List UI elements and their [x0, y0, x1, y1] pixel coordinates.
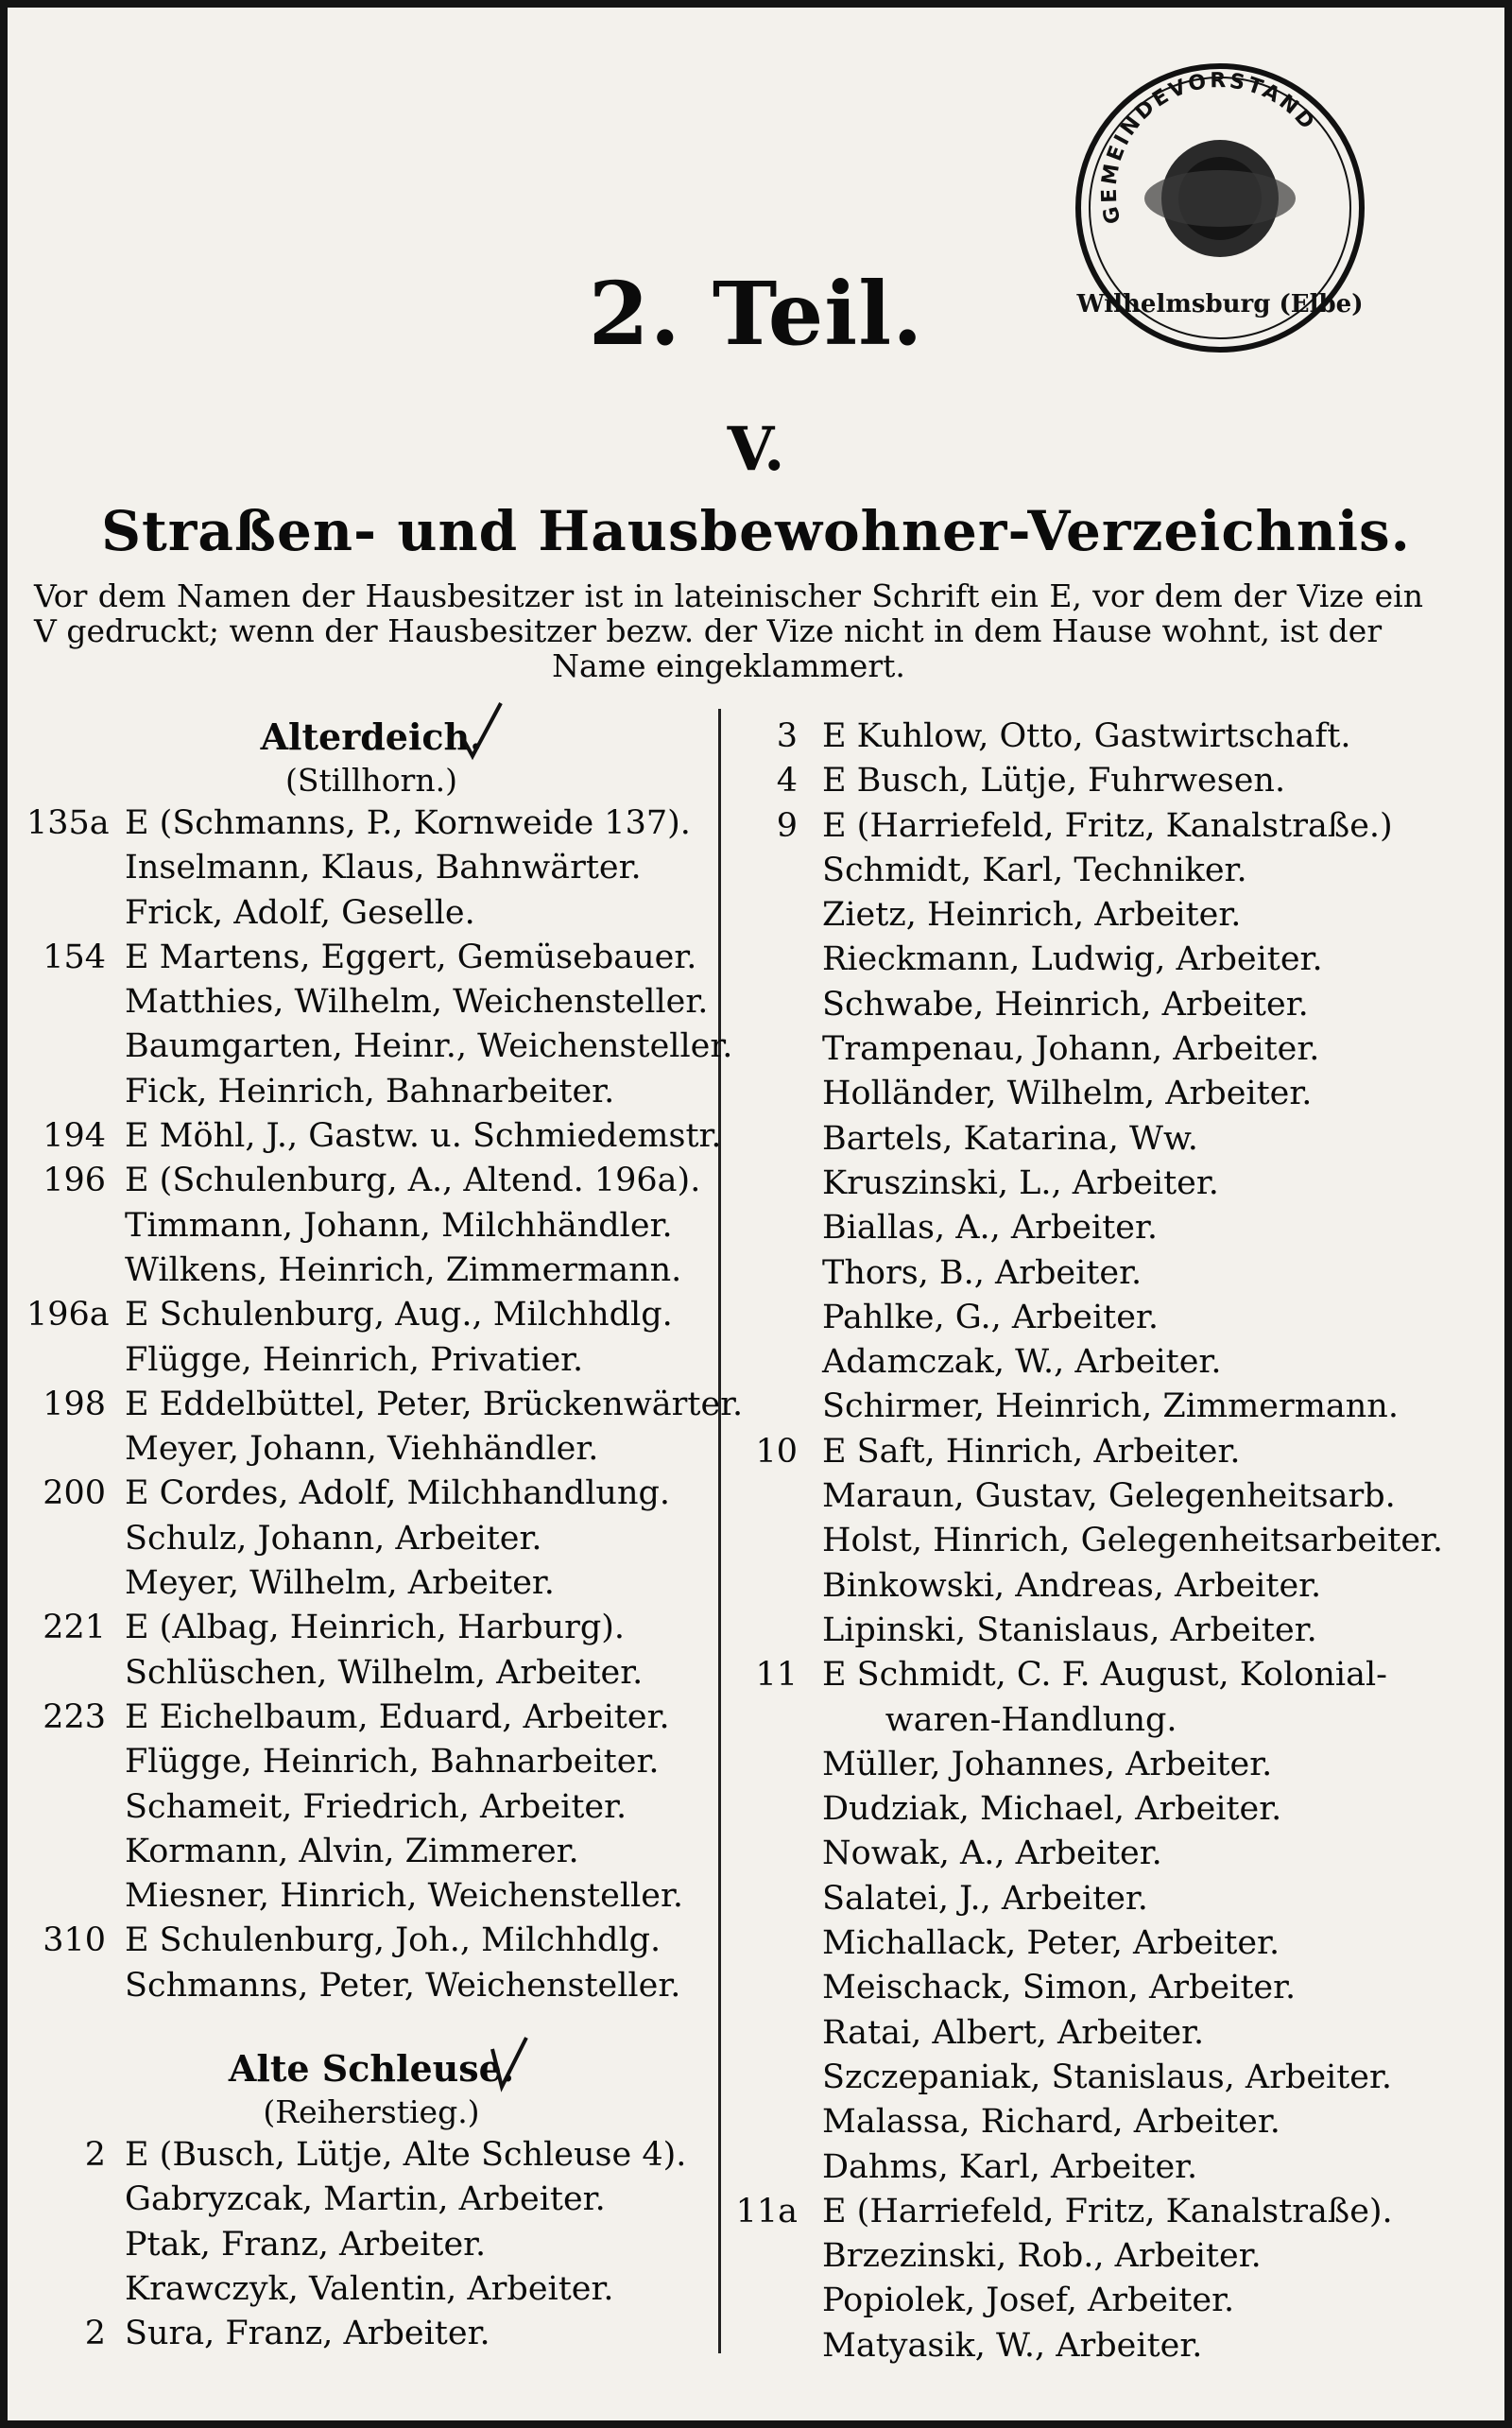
- street-district: (Reiherstieg.): [263, 2093, 480, 2131]
- resident-entry: Fick, Heinrich, Bahnarbeiter.: [125, 1072, 615, 1111]
- house-number: 200: [43, 1474, 106, 1513]
- directory-entry: [26, 936, 716, 980]
- resident-entry: Maraun, Gustav, Gelegenheitsarb.: [822, 1477, 1396, 1516]
- checkmark-icon: [485, 2030, 532, 2096]
- resident-entry: E (Schulenburg, A., Altend. 196a).: [125, 1162, 701, 1200]
- resident-entry: Brzezinski, Rob., Arbeiter.: [822, 2237, 1262, 2276]
- resident-entry: Malassa, Richard, Arbeiter.: [822, 2103, 1280, 2142]
- house-number: 221: [43, 1609, 106, 1647]
- directory-entry: [735, 1027, 1501, 1072]
- resident-entry: E Schulenburg, Aug., Milchhdlg.: [125, 1296, 673, 1335]
- checkmark-icon: [452, 697, 508, 764]
- directory-entry: [735, 1653, 1501, 1697]
- directory-entry: [26, 2133, 716, 2178]
- left-column: [26, 715, 744, 2357]
- directory-entry: [26, 1472, 716, 1516]
- house-number: 2: [84, 2136, 106, 2175]
- resident-entry: Popiolek, Josef, Arbeiter.: [822, 2282, 1235, 2320]
- directory-entry: [26, 1293, 716, 1337]
- directory-entry: [735, 1206, 1501, 1250]
- house-number: 194: [43, 1117, 106, 1156]
- directory-entry: [26, 1248, 716, 1293]
- resident-entry: Dahms, Karl, Arbeiter.: [822, 2147, 1198, 2186]
- resident-entry: Trampenau, Johann, Arbeiter.: [822, 1030, 1320, 1069]
- directory-entry: [26, 1204, 716, 1248]
- house-number: 196: [43, 1162, 106, 1200]
- resident-entry: Adamczak, W., Arbeiter.: [822, 1343, 1222, 1382]
- directory-entry: [735, 1609, 1501, 1653]
- resident-entry: Flügge, Heinrich, Bahnarbeiter.: [125, 1743, 660, 1782]
- resident-entry: Kormann, Alvin, Zimmerer.: [125, 1832, 579, 1870]
- resident-entry: E Eichelbaum, Eduard, Arbeiter.: [125, 1697, 670, 1736]
- directory-entry: [26, 980, 716, 1025]
- resident-entry: Schameit, Friedrich, Arbeiter.: [125, 1787, 627, 1826]
- directory-entry: [735, 1251, 1501, 1296]
- resident-entry: E Möhl, J., Gastw. u. Schmiedemstr.: [125, 1117, 722, 1156]
- directory-entry: [735, 1385, 1501, 1429]
- resident-entry: Ratai, Albert, Arbeiter.: [822, 2013, 1205, 2052]
- directory-entry: [735, 1162, 1501, 1206]
- house-number: 10: [755, 1432, 798, 1471]
- directory-entry: [735, 2011, 1501, 2056]
- house-number: 9: [776, 806, 798, 845]
- resident-entry: Schlüschen, Wilhelm, Arbeiter.: [125, 1653, 644, 1692]
- column-divider: [718, 709, 721, 2353]
- directory-entry: [26, 1696, 716, 1740]
- resident-entry: Miesner, Hinrich, Weichensteller.: [125, 1877, 683, 1916]
- resident-entry: E (Harriefeld, Fritz, Kanalstraße).: [822, 2192, 1393, 2230]
- resident-entry: Schirmer, Heinrich, Zimmermann.: [822, 1387, 1399, 1426]
- resident-entry: E (Busch, Lütje, Alte Schleuse 4).: [125, 2136, 687, 2175]
- directory-entry: [735, 1921, 1501, 1966]
- resident-entry: Schmanns, Peter, Weichensteller.: [125, 1966, 681, 2005]
- directory-entry: [735, 1430, 1501, 1474]
- house-number: 198: [43, 1385, 106, 1423]
- resident-entry: Pahlke, G., Arbeiter.: [822, 1298, 1159, 1336]
- page-title: 2. Teil.: [588, 263, 924, 365]
- resident-entry: E Martens, Eggert, Gemüsebauer.: [125, 938, 697, 976]
- directory-entry: [735, 2234, 1501, 2279]
- resident-entry: E (Harriefeld, Fritz, Kanalstraße.): [822, 806, 1393, 845]
- directory-entry: [735, 1340, 1501, 1385]
- directory-entry: [26, 1785, 716, 1830]
- directory-entry: [735, 715, 1501, 759]
- house-number: 3: [776, 717, 798, 755]
- resident-entry: Kruszinski, L., Arbeiter.: [822, 1163, 1219, 1202]
- section-heading: Straßen- und Hausbewohner-Verzeichnis.: [101, 499, 1411, 563]
- directory-entry: [735, 1296, 1501, 1340]
- directory-entry: [735, 1519, 1501, 1563]
- resident-entry: Matthies, Wilhelm, Weichensteller.: [125, 983, 709, 1022]
- resident-entry: Szczepaniak, Stanislaus, Arbeiter.: [822, 2058, 1393, 2096]
- resident-entry: Meyer, Johann, Viehhändler.: [125, 1430, 599, 1469]
- house-number: 2: [84, 2315, 106, 2353]
- directory-entry: [26, 1740, 716, 1784]
- resident-entry: Gabryzcak, Martin, Arbeiter.: [125, 2180, 606, 2219]
- directory-entry: [26, 1025, 733, 1069]
- house-number: 135a: [26, 804, 110, 842]
- resident-entry: Ptak, Franz, Arbeiter.: [125, 2225, 487, 2264]
- resident-entry: Sura, Franz, Arbeiter.: [125, 2315, 490, 2353]
- directory-entry: [26, 2223, 716, 2267]
- resident-entry: Salatei, J., Arbeiter.: [822, 1879, 1148, 1918]
- intro-text: Vor dem Namen der Hausbesitzer ist in lateinischer Schrift ein E, vor dem der Vize ein V gedruckt; wenn der Hausbesitzer bezw. der Vize nicht in dem Hause wohnt, ist der: [34, 577, 1423, 649]
- street-entries: [26, 2133, 716, 2356]
- directory-entry: [735, 849, 1501, 893]
- resident-entry: Binkowski, Andreas, Arbeiter.: [822, 1566, 1322, 1605]
- resident-entry: E Busch, Lütje, Fuhrwesen.: [822, 762, 1286, 801]
- resident-entry: Schmidt, Karl, Techniker.: [822, 851, 1247, 889]
- street-title: Alte Schleuse.: [228, 2047, 515, 2091]
- street-district: (Stillhorn.): [285, 762, 457, 799]
- intro-paragraph: [34, 578, 1423, 683]
- resident-entry: Holst, Hinrich, Gelegenheitsarbeiter.: [822, 1522, 1444, 1560]
- directory-entry: [735, 2324, 1501, 2368]
- directory-entry: [26, 1517, 716, 1561]
- directory-entry: [26, 846, 716, 890]
- resident-entry: Biallas, A., Arbeiter.: [822, 1209, 1159, 1248]
- directory-entry: [735, 983, 1501, 1027]
- directory-entry: [735, 893, 1501, 938]
- resident-entry: Michallack, Peter, Arbeiter.: [822, 1924, 1280, 1963]
- directory-entry: [26, 2312, 716, 2356]
- resident-entry: Schwabe, Heinrich, Arbeiter.: [822, 985, 1309, 1024]
- chapter-number: V.: [727, 414, 785, 485]
- resident-entry: E Schmidt, C. F. August, Kolonial-: [822, 1656, 1387, 1695]
- directory-entry: [735, 1832, 1501, 1876]
- resident-entry: E Cordes, Adolf, Milchhandlung.: [125, 1474, 671, 1513]
- directory-entry: [26, 2178, 716, 2222]
- resident-entry: waren-Handlung.: [822, 1700, 1177, 1739]
- directory-entry: [26, 1919, 716, 1963]
- street-entries: [735, 715, 1501, 2368]
- directory-entry: [26, 1070, 716, 1114]
- svg-text:Wilhelmsburg (Elbe): Wilhelmsburg (Elbe): [1076, 290, 1364, 319]
- resident-entry: E Kuhlow, Otto, Gastwirtschaft.: [822, 717, 1351, 755]
- directory-entry: [735, 2056, 1501, 2100]
- directory-entry: [735, 1072, 1501, 1116]
- directory-entry: [735, 1966, 1501, 2010]
- resident-entry: Schulz, Johann, Arbeiter.: [125, 1519, 542, 1558]
- directory-entry: [735, 1474, 1501, 1519]
- directory-entry: [26, 801, 716, 846]
- house-number: 4: [776, 762, 798, 801]
- directory-entry: [26, 1651, 716, 1696]
- resident-entry: Meischack, Simon, Arbeiter.: [822, 1969, 1297, 2007]
- right-column: [735, 715, 1501, 2368]
- resident-entry: Dudziak, Michael, Arbeiter.: [822, 1790, 1282, 1829]
- resident-entry: E (Albag, Heinrich, Harburg).: [125, 1609, 625, 1647]
- directory-entry: [26, 1114, 722, 1159]
- directory-entry: [26, 1338, 716, 1383]
- directory-entry: [26, 891, 716, 936]
- resident-entry: Thors, B., Arbeiter.: [822, 1253, 1143, 1292]
- resident-entry: Lipinski, Stanislaus, Arbeiter.: [822, 1610, 1317, 1649]
- directory-entry: [26, 1561, 716, 1606]
- street-entries: [26, 801, 744, 2008]
- directory-entry: [735, 1743, 1501, 1787]
- house-number: 154: [43, 938, 106, 976]
- directory-entry: [735, 1564, 1501, 1609]
- directory-entry: [26, 1427, 716, 1472]
- svg-text:GEMEINDEVORSTAND: GEMEINDEVORSTAND: [1097, 69, 1321, 227]
- resident-entry: Frick, Adolf, Geselle.: [125, 893, 475, 932]
- directory-entry: [735, 2145, 1501, 2190]
- resident-entry: Zietz, Heinrich, Arbeiter.: [822, 896, 1242, 935]
- directory-entry: [735, 2190, 1501, 2234]
- directory-entry: [735, 1787, 1501, 1832]
- resident-entry: Wilkens, Heinrich, Zimmermann.: [125, 1250, 682, 1289]
- directory-entry: [26, 1874, 716, 1919]
- directory-entry: [735, 804, 1501, 849]
- resident-entry: Matyasik, W., Arbeiter.: [822, 2326, 1203, 2365]
- resident-entry: Rieckmann, Ludwig, Arbeiter.: [822, 940, 1323, 979]
- directory-entry: [735, 938, 1501, 982]
- street-title: Alterdeich.: [260, 715, 483, 758]
- resident-entry: Inselmann, Klaus, Bahnwärter.: [125, 849, 642, 887]
- directory-entry: [26, 1606, 716, 1650]
- house-number: 310: [43, 1921, 106, 1960]
- resident-entry: E Schulenburg, Joh., Milchhdlg.: [125, 1921, 662, 1960]
- directory-entry: [735, 759, 1501, 803]
- directory-entry: [26, 2267, 716, 2312]
- directory-entry: [26, 1964, 716, 2008]
- document-page: [8, 8, 1504, 2420]
- directory-entry: [735, 2100, 1501, 2144]
- resident-entry: Krawczyk, Valentin, Arbeiter.: [125, 2269, 614, 2308]
- resident-entry: Meyer, Wilhelm, Arbeiter.: [125, 1564, 555, 1603]
- house-number: 223: [43, 1697, 106, 1736]
- resident-entry: E Saft, Hinrich, Arbeiter.: [822, 1432, 1241, 1471]
- resident-entry: Nowak, A., Arbeiter.: [822, 1834, 1162, 1873]
- house-number: 11: [755, 1656, 798, 1695]
- resident-entry: Timmann, Johann, Milchhändler.: [125, 1206, 673, 1245]
- directory-entry: [26, 1830, 716, 1874]
- directory-entry: [735, 2279, 1501, 2323]
- resident-entry: Bartels, Katarina, Ww.: [822, 1119, 1198, 1158]
- section-gap: [26, 2008, 716, 2046]
- house-number: 196a: [26, 1296, 110, 1335]
- resident-entry: Baumgarten, Heinr., Weichensteller.: [125, 1027, 733, 1066]
- directory-entry: [735, 1698, 1501, 1743]
- house-number: 11a: [735, 2192, 798, 2230]
- directory-entry: [26, 1159, 716, 1203]
- intro-last-line: Name eingeklammert.: [552, 647, 905, 684]
- directory-entry: [735, 1117, 1501, 1162]
- resident-entry: E Eddelbüttel, Peter, Brückenwärter.: [125, 1385, 744, 1423]
- directory-entry: [735, 1877, 1501, 1921]
- resident-entry: Holländer, Wilhelm, Arbeiter.: [822, 1075, 1313, 1113]
- directory-entry: [26, 1383, 744, 1427]
- resident-entry: Müller, Johannes, Arbeiter.: [822, 1745, 1273, 1783]
- resident-entry: E (Schmanns, P., Kornweide 137).: [125, 804, 691, 842]
- resident-entry: Flügge, Heinrich, Privatier.: [125, 1340, 584, 1379]
